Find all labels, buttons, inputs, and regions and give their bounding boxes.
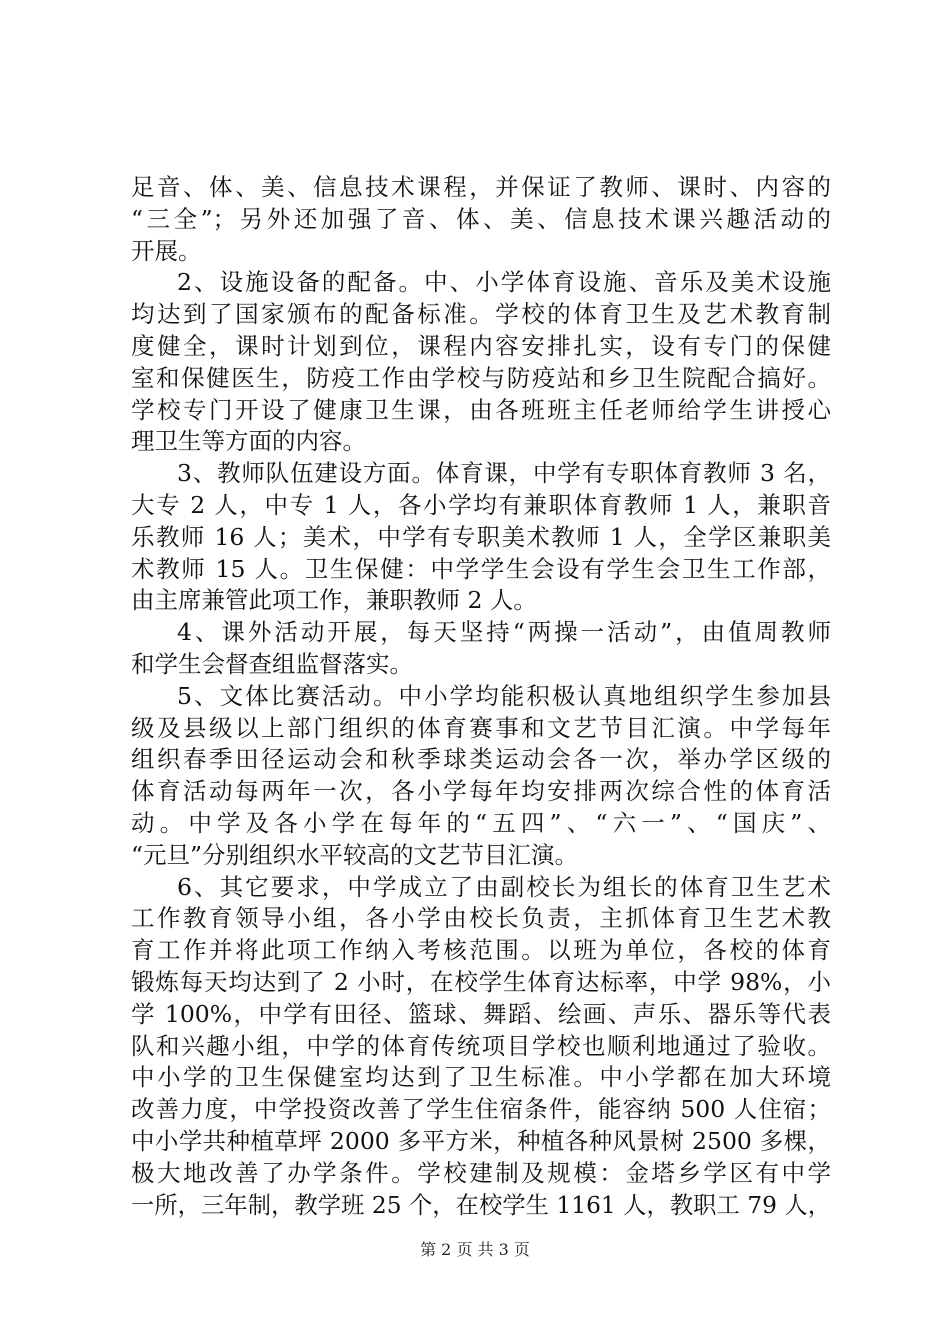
text-line: 理卫生等方面的内容。 — [131, 427, 366, 456]
text-line: 大专 2 人，中专 1 人，各小学均有兼职体育教师 1 人，兼职音 — [131, 490, 831, 519]
text-line: 乐教师 16 人；美术，中学有专职美术教师 1 人，全学区兼职美 — [131, 522, 831, 551]
text-line: 足音、体、美、信息技术课程，并保证了教师、课时、内容的 — [131, 173, 831, 201]
text-line: 均达到了国家颁布的配备标准。学校的体育卫生及艺术教育制 — [131, 300, 831, 329]
text-line: 改善力度，中学投资改善了学生住宿条件，能容纳 500 人住宿； — [131, 1095, 831, 1124]
text-line: “元旦”分别组织水平较高的文艺节目汇演。 — [131, 840, 579, 869]
text-line: 中小学共种植草坪 2000 多平方米，种植各种风景树 2500 多棵， — [131, 1126, 831, 1155]
text-line: 组织春季田径运动会和秋季球类运动会各一次，举办学区级的 — [131, 745, 831, 774]
text-line: 锻炼每天均达到了 2 小时，在校学生体育达标率，中学 98%，小 — [131, 967, 831, 996]
text-line: 4、课外活动开展，每天坚持“两操一活动”，由值周教师 — [177, 618, 831, 647]
text-line: 一所，三年制，教学班 25 个，在校学生 1161 人，教职工 79 人， — [131, 1191, 831, 1219]
text-line: 开展。 — [131, 236, 202, 265]
text-line: “三全”；另外还加强了音、体、美、信息技术课兴趣活动的 — [131, 204, 831, 233]
text-line: 2、设施设备的配备。中、小学体育设施、音乐及美术设施 — [177, 268, 831, 297]
document-body — [131, 172, 831, 1221]
text-line: 由主席兼管此项工作，兼职教师 2 人。 — [131, 586, 537, 615]
text-line: 学 100%，中学有田径、篮球、舞蹈、绘画、声乐、器乐等代表 — [131, 999, 831, 1028]
text-line: 和学生会督查组监督落实。 — [131, 649, 413, 678]
text-line: 级及县级以上部门组织的体育赛事和文艺节目汇演。中学每年 — [131, 713, 831, 742]
text-line: 度健全，课时计划到位，课程内容安排扎实，设有专门的保健 — [131, 331, 831, 360]
text-line: 体育活动每两年一次，各小学每年均安排两次综合性的体育活 — [131, 777, 831, 806]
text-line: 中小学的卫生保健室均达到了卫生标准。中小学都在加大环境 — [131, 1063, 831, 1092]
text-line: 术教师 15 人。卫生保健：中学学生会设有学生会卫生工作部， — [131, 554, 831, 583]
text-line: 队和兴趣小组，中学的体育传统项目学校也顺利地通过了验收。 — [131, 1031, 831, 1060]
text-line: 育工作并将此项工作纳入考核范围。以班为单位，各校的体育 — [131, 936, 831, 965]
page-footer: 第 2 页 共 3 页 — [420, 1240, 530, 1259]
text-line: 5、文体比赛活动。中小学均能积极认真地组织学生参加县 — [177, 681, 831, 710]
text-line: 室和保健医生，防疫工作由学校与防疫站和乡卫生院配合搞好。 — [131, 363, 831, 392]
text-line: 3、教师队伍建设方面。体育课，中学有专职体育教师 3 名， — [177, 459, 831, 488]
text-line: 6、其它要求，中学成立了由副校长为组长的体育卫生艺术 — [177, 872, 831, 901]
text-line: 学校专门开设了健康卫生课，由各班班主任老师给学生讲授心 — [131, 395, 831, 424]
text-line: 工作教育领导小组，各小学由校长负责，主抓体育卫生艺术教 — [131, 904, 831, 933]
text-line: 动。中学及各小学在每年的“五四”、“六一”、“国庆”、 — [131, 808, 831, 837]
text-line: 极大地改善了办学条件。学校建制及规模：金塔乡学区有中学 — [131, 1158, 831, 1187]
